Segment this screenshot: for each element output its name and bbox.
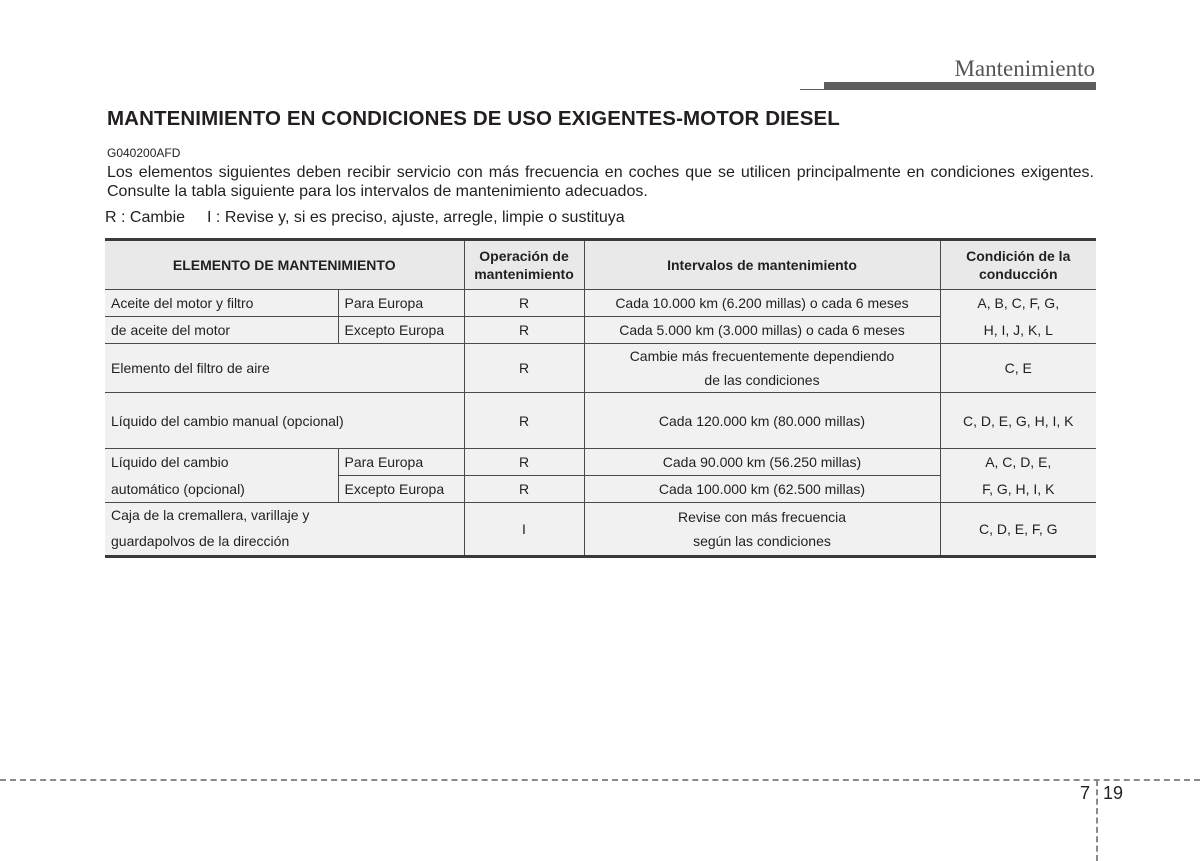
operation-cell: R (464, 449, 584, 476)
header-operation: Operación de mantenimiento (464, 240, 584, 290)
interval-cell: Cada 10.000 km (6.200 millas) o cada 6 meses (584, 290, 940, 317)
interval-cell: Cada 5.000 km (3.000 millas) o cada 6 meses (584, 317, 940, 344)
item-cell (105, 503, 464, 557)
item-cell: de aceite del motor (105, 317, 338, 344)
header-condition: Condición de la conducción (940, 240, 1096, 290)
legend-i: I : Revise y, si es preciso, ajuste, arregle, limpie o sustituya (207, 209, 625, 226)
table-row (105, 393, 1096, 449)
region-cell: Excepto Europa (338, 317, 464, 344)
chapter-number: 7 (1080, 783, 1091, 803)
interval-line: de las condiciones (704, 372, 820, 388)
footer-dashed-rule (0, 779, 1200, 781)
operation-cell: R (464, 317, 584, 344)
table-row (105, 317, 1096, 344)
footer-dashed-divider (1096, 780, 1098, 861)
table-header-row (105, 240, 1096, 290)
condition-cell: C, E (940, 344, 1096, 393)
region-cell: Para Europa (338, 290, 464, 317)
item-line: guardapolvos de la dirección (111, 533, 290, 549)
header-interval: Intervalos de mantenimiento (584, 240, 940, 290)
header-element: ELEMENTO DE MANTENIMIENTO (105, 240, 464, 290)
operation-cell: R (464, 393, 584, 449)
header-rule-thin (800, 89, 824, 90)
page-number: 19 (1103, 783, 1124, 803)
operation-cell: R (464, 290, 584, 317)
table-row (105, 503, 1096, 557)
operation-cell: R (464, 344, 584, 393)
condition-cell: F, G, H, I, K (940, 476, 1096, 503)
region-cell: Excepto Europa (338, 476, 464, 503)
document-code: G040200AFD (107, 146, 181, 160)
item-cell: automático (opcional) (105, 476, 338, 503)
condition-cell: H, I, J, K, L (940, 317, 1096, 344)
condition-cell: A, C, D, E, (940, 449, 1096, 476)
legend-r: R : Cambie (105, 209, 186, 226)
header-rule (824, 82, 1096, 90)
interval-line: Cambie más frecuentemente dependiendo (629, 348, 895, 364)
page-title: MANTENIMIENTO EN CONDICIONES DE USO EXIGENTES-MOTOR DIESEL (107, 107, 840, 130)
maintenance-table (105, 238, 1096, 558)
region-cell: Para Europa (338, 449, 464, 476)
item-cell: Líquido del cambio (105, 449, 338, 476)
operation-cell: R (464, 476, 584, 503)
operation-cell: I (464, 503, 584, 557)
interval-cell (584, 503, 940, 557)
interval-cell (584, 344, 940, 393)
table-row (105, 449, 1096, 476)
intro-paragraph: Los elementos siguientes deben recibir servicio con más frecuencia en coches que se utilicen principalmente en condiciones exigentes. Consulte la tabla siguiente para los intervalos de mantenimiento adecuados. (107, 164, 1094, 200)
item-cell: Líquido del cambio manual (opcional) (105, 393, 464, 449)
interval-line: según las condiciones (693, 533, 831, 549)
interval-line: Revise con más frecuencia (677, 509, 847, 525)
interval-cell: Cada 120.000 km (80.000 millas) (584, 393, 940, 449)
section-header: Mantenimiento (954, 56, 1095, 81)
interval-cell: Cada 100.000 km (62.500 millas) (584, 476, 940, 503)
interval-cell: Cada 90.000 km (56.250 millas) (584, 449, 940, 476)
item-line: Caja de la cremallera, varillaje y (111, 507, 310, 523)
condition-cell: A, B, C, F, G, (940, 290, 1096, 317)
table-row (105, 290, 1096, 317)
item-cell: Elemento del filtro de aire (105, 344, 464, 393)
table-row (105, 344, 1096, 393)
condition-cell: C, D, E, F, G (940, 503, 1096, 557)
item-cell: Aceite del motor y filtro (105, 290, 338, 317)
legend (105, 209, 647, 227)
condition-cell: C, D, E, G, H, I, K (940, 393, 1096, 449)
table-row (105, 476, 1096, 503)
